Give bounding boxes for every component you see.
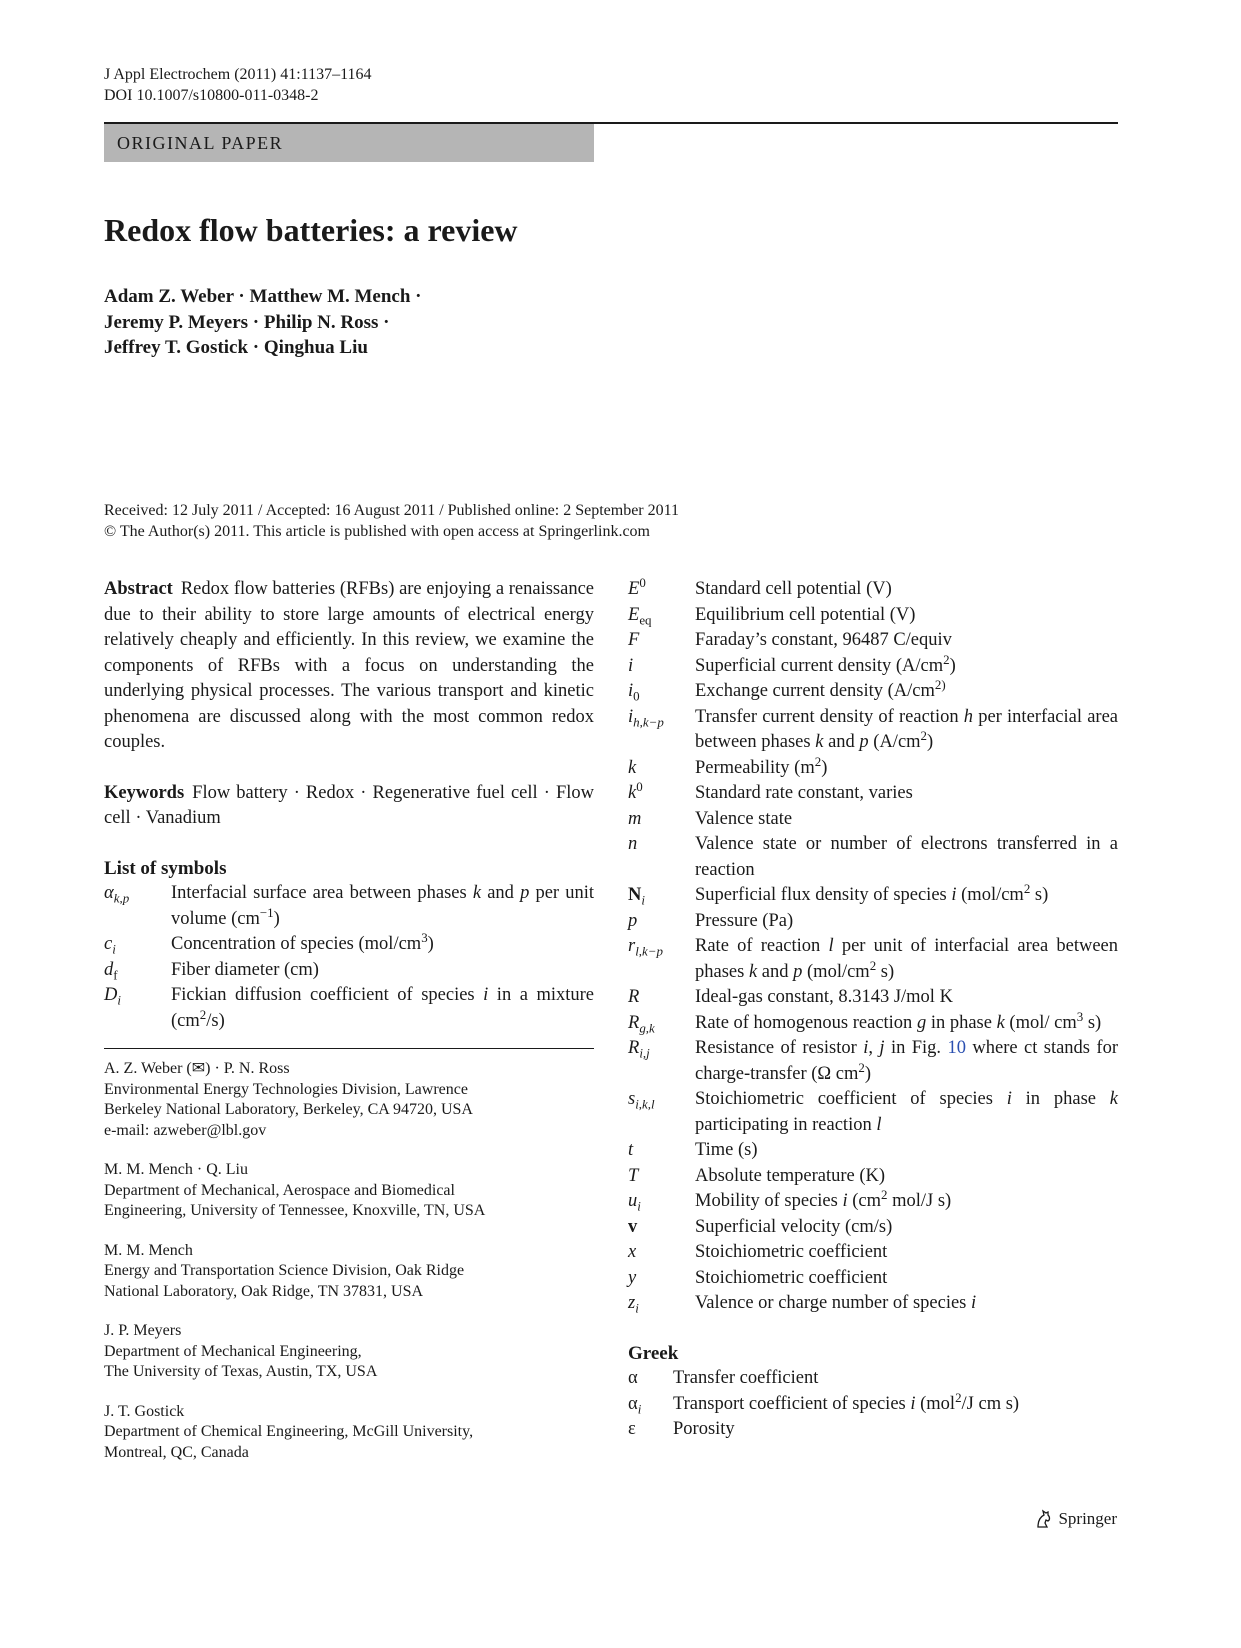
doi-line: DOI 10.1007/s10800-011-0348-2 xyxy=(104,87,319,104)
symbol-row: v Superficial velocity (cm/s) xyxy=(628,1216,893,1237)
symbol-row: ε Porosity xyxy=(628,1419,735,1439)
symbol-row: $i_{h,k-p}$ Transfer current density of reaction h per interfacial area between phases k and p $(A/cm^2)$ xyxy=(628,706,1118,752)
symbol-row: p Pressure (Pa) xyxy=(628,910,794,931)
symbol-row: F Faraday’s constant, 96487 C/equiv xyxy=(628,630,952,650)
right-column xyxy=(628,574,1119,1443)
symbol-row: $E_{eq}$ Equilibrium cell potential (V) xyxy=(628,604,916,628)
keywords-label: Keywords xyxy=(104,782,185,803)
affiliation-authors: J. T. Gostick xyxy=(104,1402,185,1420)
figure-link[interactable]: 10 xyxy=(947,1038,966,1058)
symbol-row: $s_{i,k,l}$ Stoichiometric coefficient of species i in phase k participating in reaction l xyxy=(628,1089,1118,1135)
keywords xyxy=(104,781,594,832)
greek-heading: Greek xyxy=(628,1342,679,1364)
publisher-logo xyxy=(1034,1509,1117,1529)
affiliation-block: J. P. Meyers Department of Mechanical Engineering, The University of Texas, Austin, TX, USA xyxy=(104,1321,594,1383)
abstract-text: Redox flow batteries (RFBs) are enjoying a renaissance due to their ability to store large amounts of electrical energy relatively cheaply and efficiently. In this review, we examine the components of RFBs with a focus on understanding the underlying physical processes. The various transport and kinetic phenomena are discussed along with the most common redox couples. xyxy=(104,579,594,752)
symbol-row: $d_f$ Fiber diameter (cm) xyxy=(104,959,319,983)
symbol-row: $N_i$ Superficial flux density of species i ($mol/cm^2$ s) xyxy=(628,880,1049,908)
keywords-text: Flow battery · Redox · Regenerative fuel cell · Flow cell · Vanadium xyxy=(104,782,594,828)
springer-horse-icon xyxy=(1034,1509,1054,1529)
affiliations xyxy=(104,1059,594,1463)
symbol-row: n Valence state or number of electrons transferred in a reaction xyxy=(628,834,1118,880)
email-link[interactable]: e-mail: azweber@lbl.gov xyxy=(104,1121,267,1139)
symbol-row: $i_0$ Exchange current density ($A/cm^{2)}$ xyxy=(628,676,946,704)
footnote-rule xyxy=(104,1048,594,1049)
symbol-row: $k^0$ Standard rate constant, varies xyxy=(628,778,913,803)
symbol-row: t Time (s) xyxy=(628,1140,758,1160)
affiliation-block: A. Z. Weber (✉) · P. N. Ross Environmental Energy Technologies Division, Lawrence Berkeley National Laboratory, Berkeley, CA 94720, USA e-mail: azweber@lbl.gov xyxy=(104,1059,594,1141)
author-line: Jeffrey T. Gostick · Qinghua Liu xyxy=(104,337,368,358)
symbol-row: k Permeability $(m^2)$ xyxy=(628,753,828,778)
affiliation-authors: M. M. Mench · Q. Liu xyxy=(104,1161,248,1178)
symbol-row: T Absolute temperature (K) xyxy=(628,1165,886,1186)
symbol-row: $R_{g,k}$ Rate of homogenous reaction g in phase k (mol/ $cm^3$ s) xyxy=(628,1008,1102,1036)
journal-line: J Appl Electrochem (2011) 41:1137–1164 xyxy=(104,66,372,83)
symbol-row: x Stoichiometric coefficient xyxy=(628,1242,888,1262)
publisher-name: Springer xyxy=(1058,1509,1117,1528)
affiliation-block: J. T. Gostick Department of Chemical Engineering, McGill University, Montreal, QC, Canada xyxy=(104,1402,594,1464)
author-line: Jeremy P. Meyers · Philip N. Ross · xyxy=(104,311,390,333)
symbol-row: $E^0$ Standard cell potential (V) xyxy=(628,574,892,599)
symbol-row: $D_i$ Fickian diffusion coefficient of species i in a mixture $(cm^2/s)$ xyxy=(104,985,594,1031)
symbol-row: m Valence state xyxy=(628,808,793,829)
left-column xyxy=(104,577,594,1463)
article-title: Redox flow batteries: a review xyxy=(104,212,518,248)
symbol-row: $R_{i,j}$ Resistance of resistor i, j in Fig. 10 where ct stands for charge-transfer (Ω $cm^2$) xyxy=(628,1038,1118,1084)
affiliation-authors: A. Z. Weber (✉) · P. N. Ross xyxy=(104,1060,290,1077)
symbol-row: $c_i$ Concentration of species $(mol/cm^3)$ xyxy=(104,929,434,957)
article-history xyxy=(104,500,679,542)
greek-symbol-list xyxy=(628,1366,1118,1443)
abstract xyxy=(104,577,594,756)
affiliation-authors: J. P. Meyers xyxy=(104,1322,182,1339)
affiliation-block: M. M. Mench Energy and Transportation Science Division, Oak Ridge National Laboratory, Oak Ridge, TN 37831, USA xyxy=(104,1241,594,1303)
symbol-row: i Superficial current density $(A/cm^2)$ xyxy=(628,651,956,676)
symbol-row: y Stoichiometric coefficient xyxy=(628,1267,888,1288)
symbol-list-right xyxy=(628,574,1119,1317)
author-line: Adam Z. Weber · Matthew M. Mench · xyxy=(104,286,422,307)
affiliation-block: M. M. Mench · Q. Liu Department of Mechanical, Aerospace and Biomedical Engineering, University of Tennessee, Knoxville, TN, USA xyxy=(104,1160,594,1222)
copyright-line: © The Author(s) 2011. This article is published with open access at Springerlink.com xyxy=(104,523,650,540)
symbol-row: $\alpha_{k,p}$ Interfacial surface area between phases k and p per unit volume $(cm^{-1})$ xyxy=(104,883,595,929)
dates-line: Received: 12 July 2011 / Accepted: 16 August 2011 / Published online: 2 September 2011 xyxy=(104,502,680,519)
author-list xyxy=(104,284,422,361)
affiliation-authors: M. M. Mench xyxy=(104,1241,193,1259)
symbol-row: $r_{l,k-p}$ Rate of reaction l per unit of interfacial area between phases k and p ($mol/cm^2$ s) xyxy=(628,936,1119,982)
section-label: ORIGINAL PAPER xyxy=(104,124,594,162)
abstract-label: Abstract xyxy=(104,579,173,599)
symbol-row: $u_i$ Mobility of species i ($cm^2$ mol/J s) xyxy=(628,1186,952,1214)
symbol-list-left xyxy=(104,881,594,1034)
symbols-heading: List of symbols xyxy=(104,857,227,879)
symbol-row: R Ideal-gas constant, 8.3143 J/mol K xyxy=(628,987,953,1007)
symbol-row: $\alpha_i$ Transport coefficient of species i (mol$^2$/J cm s) xyxy=(628,1389,1020,1417)
journal-citation xyxy=(104,64,372,106)
symbol-row: $z_i$ Valence or charge number of species i xyxy=(628,1293,977,1316)
symbol-row: α Transfer coefficient xyxy=(628,1368,819,1388)
